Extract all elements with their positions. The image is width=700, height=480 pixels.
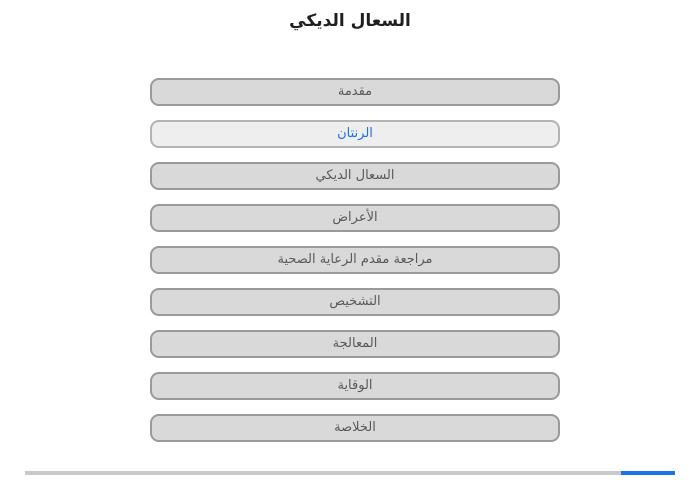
menu-item-intro[interactable]: مقدمة: [150, 78, 560, 106]
progress-bar-fill: [621, 471, 675, 475]
menu-item-symptoms[interactable]: الأعراض: [150, 204, 560, 232]
page-title: السعال الديكي: [289, 11, 411, 31]
progress-bar: [25, 471, 675, 475]
menu-item-diagnosis[interactable]: التشخيص: [150, 288, 560, 316]
chapter-menu: [150, 78, 560, 456]
menu-item-prevention[interactable]: الوقاية: [150, 372, 560, 400]
menu-item-treatment[interactable]: المعالجة: [150, 330, 560, 358]
menu-item-rentan[interactable]: الرنتان: [150, 120, 560, 148]
menu-item-summary[interactable]: الخلاصة: [150, 414, 560, 442]
menu-item-whooping-cough[interactable]: السعال الديكي: [150, 162, 560, 190]
menu-item-provider-review[interactable]: مراجعة مقدم الرعاية الصحية: [150, 246, 560, 274]
